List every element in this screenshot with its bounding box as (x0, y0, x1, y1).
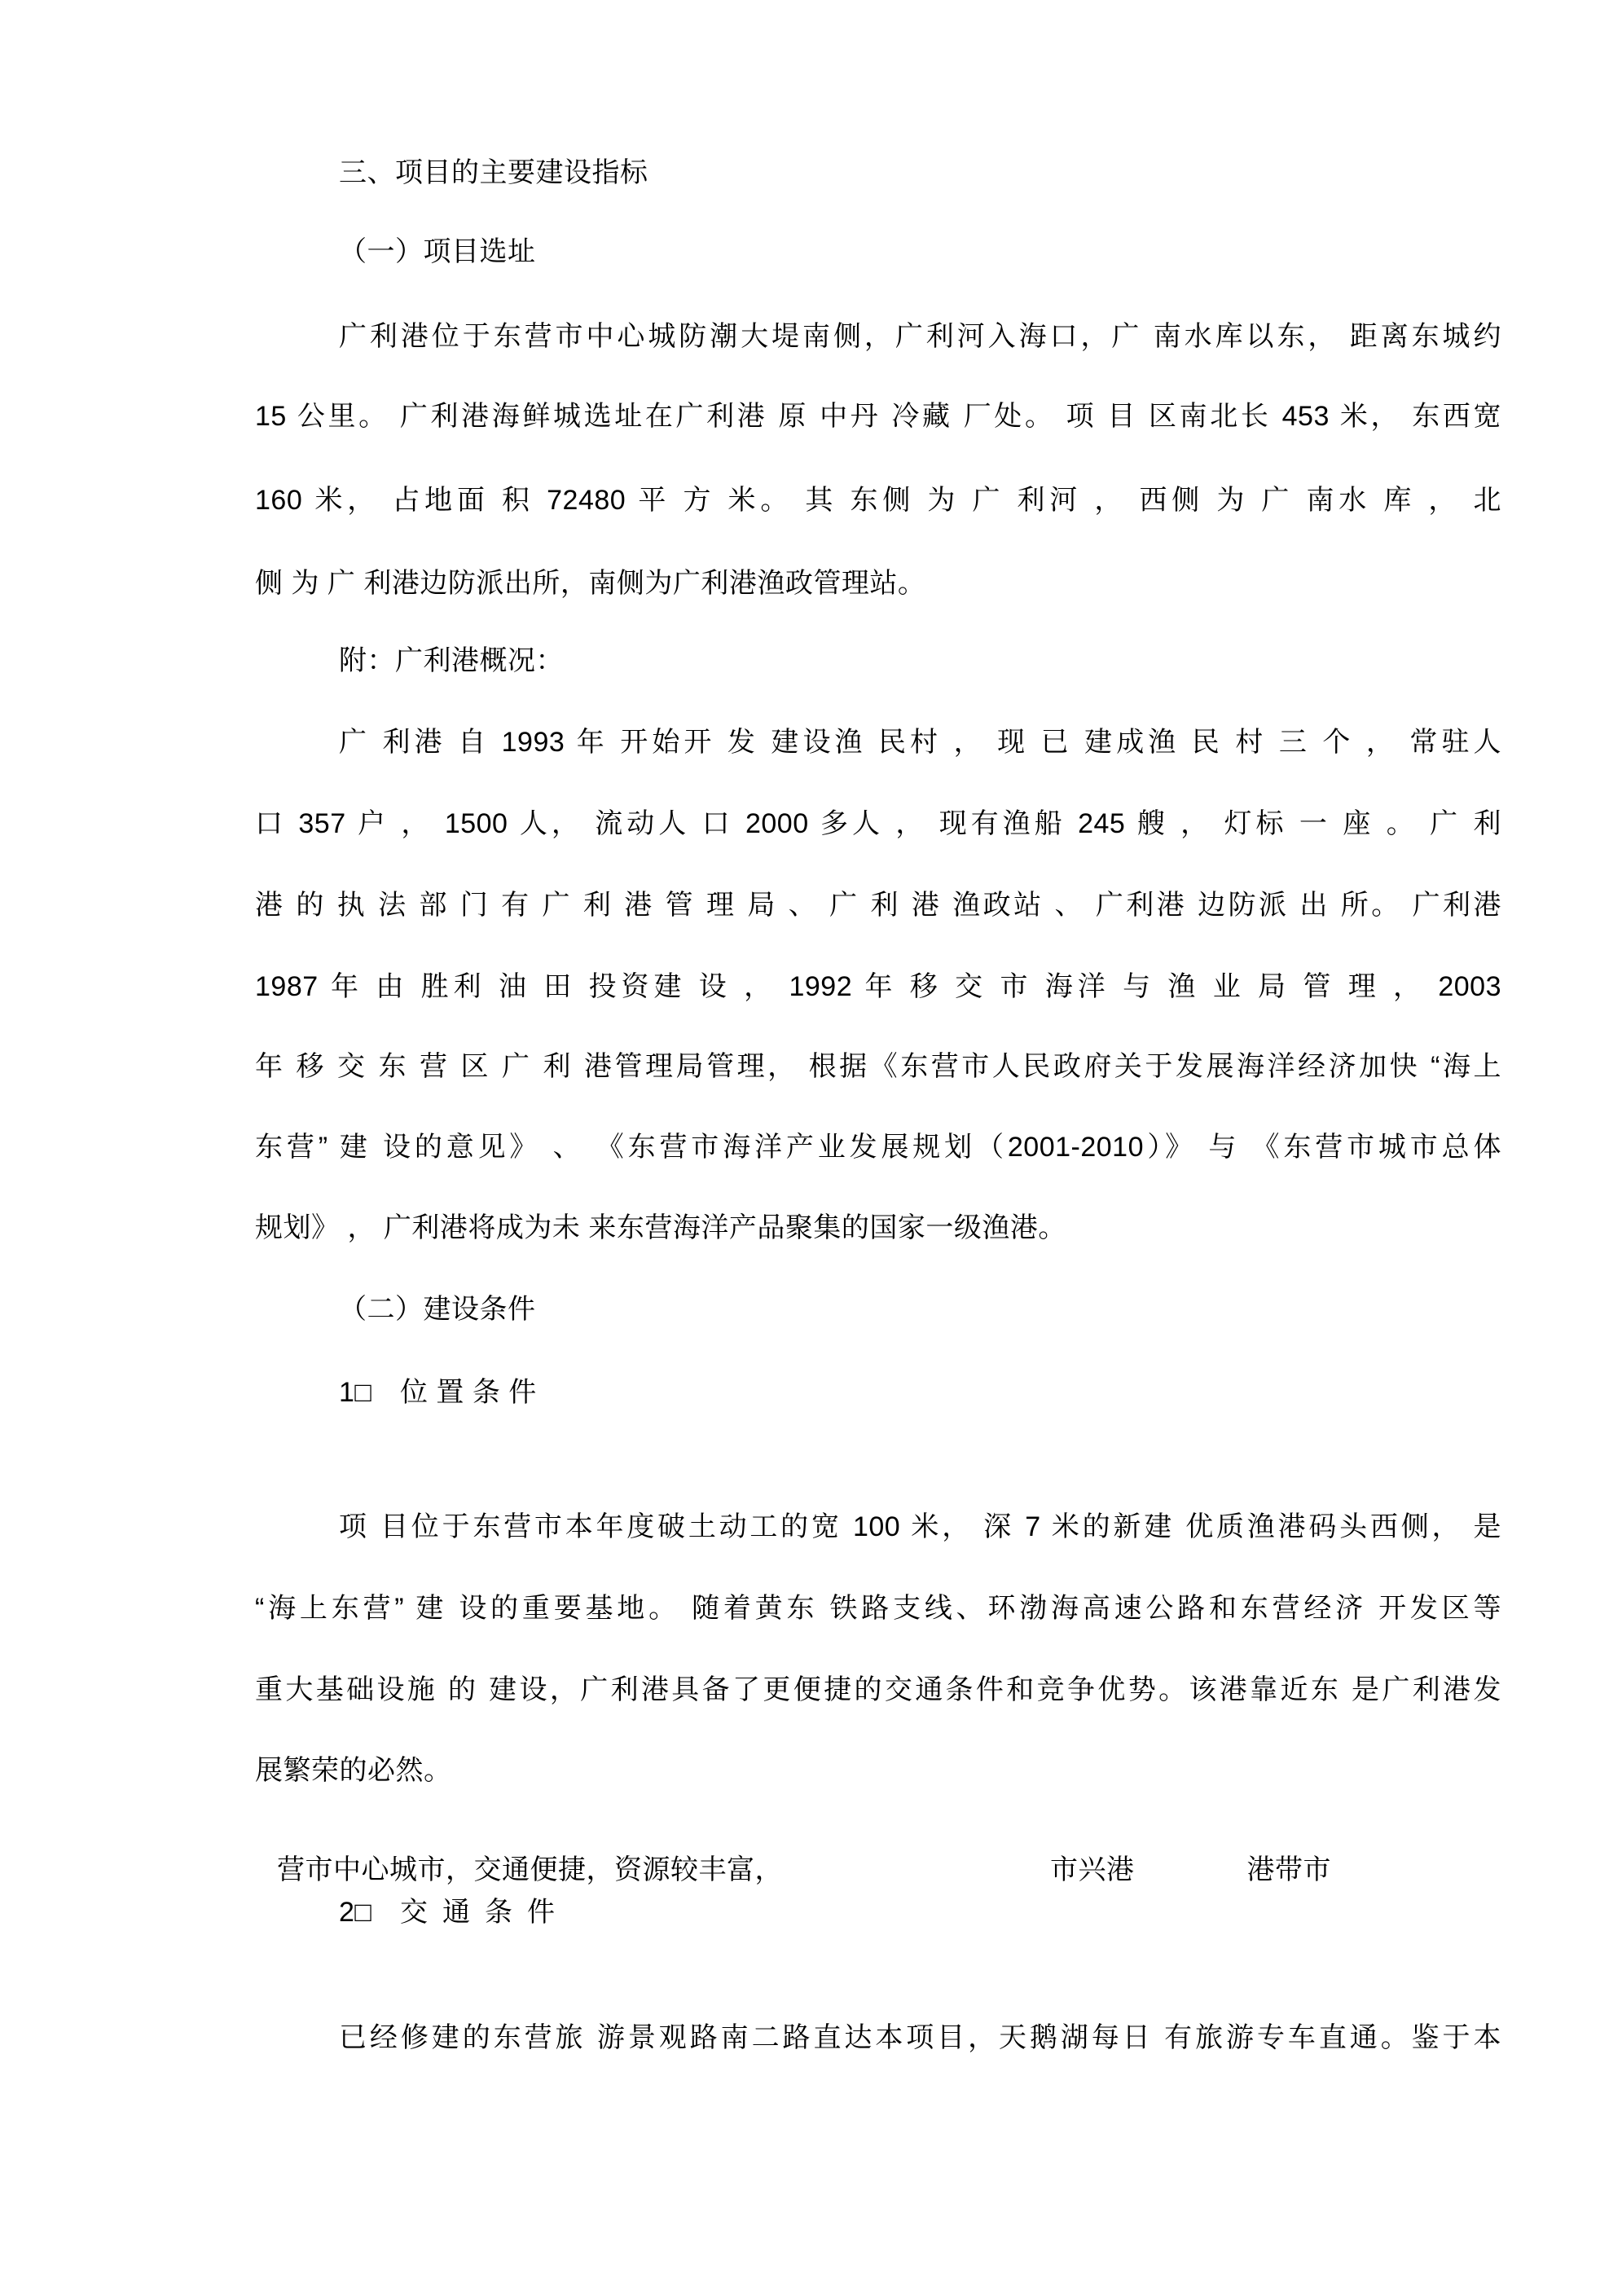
body-line-overview-5: 年 移 交 东 营 区 广 利 港管理局管理， 根据《东营市人民政府关于发展海洋经济加快 “海上 (255, 1051, 1501, 1082)
body-line-position-2: “海上东营” 建 设的重要基地。 随着黄东 铁路支线、环渤海高速公路和东营经济 开发区等 (255, 1593, 1501, 1624)
heading-project-site-selection: （一）项目选址 (339, 236, 536, 267)
body-line-location-3: 160 米， 占地面 积 72480 平 方 米。 其 东侧 为 广 利河 ， 西侧 为 广 南水 库 ， 北 (255, 485, 1501, 516)
body-line-position-4: 展繁荣的必然。 (255, 1755, 452, 1786)
body-line-overview-7: 规划》 ， 广利港将成为未 来东营海洋产品聚集的国家一级渔港。 (255, 1212, 1066, 1243)
heading-position-condition: 1□ 位 置 条 件 (339, 1377, 537, 1408)
heading-section-three: 三、项目的主要建设指标 (339, 157, 648, 188)
body-line-overview-4: 1987 年 由 胜利 油 田 投资建 设 ， 1992 年 移 交 市 海洋 与 渔 业 局 管 理 ， 2003 (255, 971, 1501, 1002)
body-line-position-1: 项 目位于东营市本年度破土动工的宽 100 米， 深 7 米的新建 优质渔港码头西侧， 是 (339, 1511, 1501, 1542)
body-line-position-3: 重大基础设施 的 建设，广利港具备了更便捷的交通条件和竞争优势。该港靠近东 是广利港发 (255, 1674, 1501, 1705)
heading-construction-conditions: （二）建设条件 (339, 1294, 536, 1325)
heading-traffic-condition: 2□ 交 通 条 件 (339, 1897, 556, 1928)
body-line-city-fragment: 营市中心城市，交通便捷，资源较丰富， 市兴港 港带市 (277, 1854, 1331, 1885)
note-port-overview-label: 附：广利港概况： (339, 645, 564, 676)
body-line-overview-1: 广 利港 自 1993 年 开始开 发 建设渔 民村 ， 现 已 建成渔 民 村 三 个 ， 常驻人 (339, 727, 1501, 758)
body-line-location-2: 15 公里。 广利港海鲜城选址在广利港 原 中丹 冷藏 厂处。 项 目 区南北长 453 米， 东西宽 (255, 401, 1501, 432)
body-line-overview-6: 东营” 建 设的意见》 、 《东营市海洋产业发展规划（2001-2010）》 与 《东营市城市总体 (255, 1132, 1501, 1163)
body-line-location-1: 广利港位于东营市中心城防潮大堤南侧，广利河入海口，广 南水库以东， 距离东城约 (339, 321, 1501, 352)
body-line-traffic-1: 已经修建的东营旅 游景观路南二路直达本项目，天鹅湖每日 有旅游专车直通。鉴于本 (339, 2022, 1501, 2053)
body-line-overview-2: 口 357 户 ， 1500 人， 流动人 口 2000 多人 ， 现有渔船 245 艘 ， 灯标 一 座 。 广 利 (255, 808, 1501, 839)
body-line-overview-3: 港 的 执 法 部 门 有 广 利 港 管 理 局 、 广 利 港 渔政站 、 广利港 边防派 出 所。 广利港 (255, 890, 1501, 921)
body-line-location-4: 侧 为 广 利港边防派出所，南侧为广利港渔政管理站。 (255, 568, 926, 599)
